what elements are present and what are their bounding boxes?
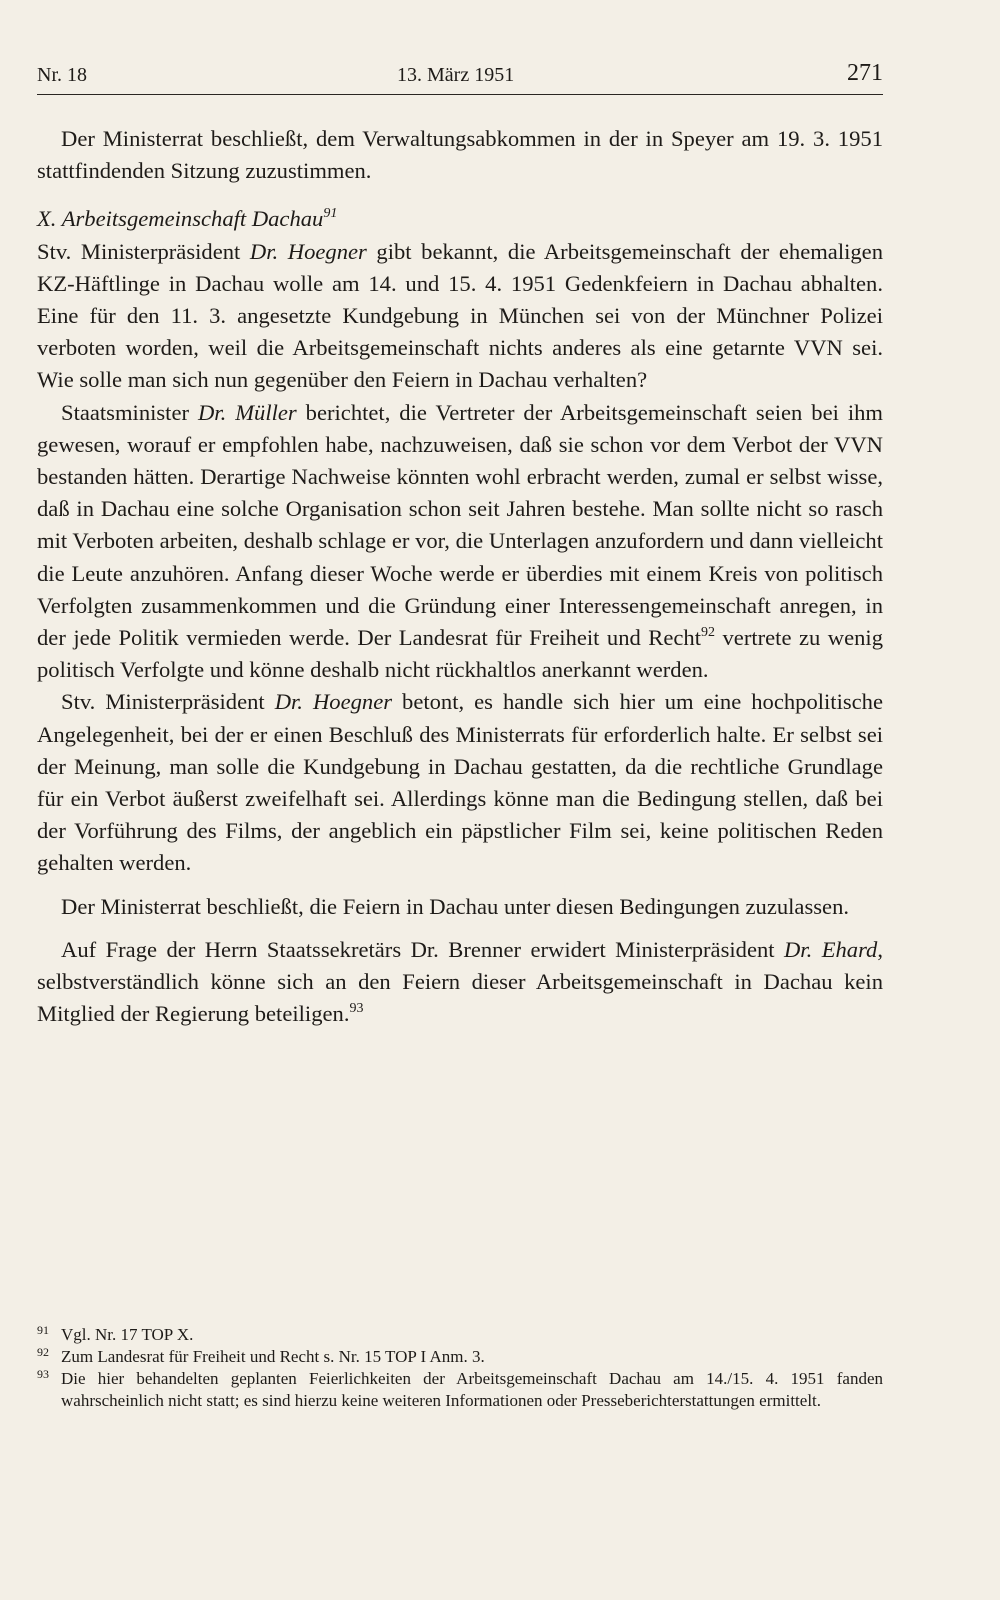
text-run: gibt bekannt, die Arbeitsgemeinschaft der ehemaligen KZ-Häftlinge in Dachau wolle am 14. und 15. 4. 1951 Gedenkfeiern in Dachau abhalten. Eine für den 11. 3. angesetzte Kundgebung in München sei von der Münchner Polizei verboten worden, weil die Arbeitsgemeinschaft nichts anderes als eine getarnte VVN sei. Wie solle man sich nun gegenüber den Feiern in Dachau verhalten? xyxy=(37,238,883,393)
title-dr: Dr. xyxy=(783,936,822,962)
text-run: Stv. Ministerpräsident xyxy=(37,238,250,264)
person-name: Ehard xyxy=(821,936,878,962)
title-dr: Dr. xyxy=(249,238,288,264)
footnote-number: 93 xyxy=(37,1367,49,1381)
paragraph-hoegner-emphasis xyxy=(37,686,883,879)
person-name: Hoegner xyxy=(287,238,367,264)
running-header xyxy=(37,60,883,95)
text-run: Auf Frage der Herrn Staatssekretärs Dr. Brenner erwidert Ministerpräsident xyxy=(61,936,784,962)
text-run: , selbstverständlich könne sich an den Feiern dieser Arbeitsgemeinschaft in Dachau kein Mitglied der Regierung beteiligen. xyxy=(37,936,883,1027)
person-name: Hoegner xyxy=(312,689,393,715)
footnote-text: Vgl. Nr. 17 TOP X. xyxy=(61,1325,194,1344)
footnotes xyxy=(37,1324,883,1412)
text-run: Stv. Ministerpräsident xyxy=(61,689,275,715)
footnote-ref[interactable]: 91 xyxy=(323,206,338,222)
text-run: Staatsminister xyxy=(61,399,198,425)
footnote xyxy=(37,1368,883,1412)
document-number: Nr. 18 xyxy=(37,64,87,86)
header-date: 13. März 1951 xyxy=(397,64,515,86)
footnote-ref[interactable]: 92 xyxy=(701,625,715,641)
paragraph-mueller-report xyxy=(37,397,883,687)
footnote xyxy=(37,1324,883,1346)
footnote-number: 91 xyxy=(37,1323,49,1337)
paragraph-text: Der Ministerrat beschließt, dem Verwaltungsabkommen in der in Speyer am 19. 3. 1951 stattfindenden Sitzung zuzustimmen. xyxy=(37,126,883,184)
title-dr: Dr. xyxy=(274,689,313,715)
paragraph-resolution-speyer xyxy=(37,123,883,187)
main-text xyxy=(37,123,883,1030)
text-run: vertrete zu wenig politisch Verfolgte und könne deshalb nicht rückhaltlos anerkannt werden. xyxy=(37,625,883,683)
footnote-text: Zum Landesrat für Freiheit und Recht s. Nr. 15 TOP I Anm. 3. xyxy=(61,1347,485,1366)
text-run: berichtet, die Vertreter der Arbeitsgemeinschaft seien bei ihm gewesen, worauf er empfohlen habe, nachzuweisen, daß sie schon vor dem Verbot der VVN bestanden hätten. Derartige Nachweise könnten wohl erbracht werden, zumal er selbst wisse, daß in Dachau eine solche Organisation schon seit Jahren bestehe. Man sollte nicht so rasch mit Verboten arbeiten, deshalb schlage er vor, die Unterlagen anzufordern und dann vielleicht die Leute anzuhören. Anfang dieser Woche werde er überdies mit einem Kreis von politisch Verfolgten zusammenkommen und die Gründung einer Interessengemeinschaft anregen, in der jede Politik vermieden werde. Der Landesrat für Freiheit und Recht xyxy=(37,399,884,651)
paragraph-ehard-reply xyxy=(37,934,883,1031)
title-dr: Dr. xyxy=(197,399,236,425)
text-run: betont, es handle sich hier um eine hochpolitische Angelegenheit, bei der er einen Beschluß des Ministerrats für erforderlich halte. Er selbst sei der Meinung, man solle die Kundgebung in Dachau gestatten, da die rechtliche Grundlage für ein Verbot äußerst zweifelhaft sei. Allerdings könne man die Bedingung stellen, daß bei der Vorführung des Films, der angeblich ein päpstlicher Film sei, keine politischen Reden gehalten werden. xyxy=(37,689,883,876)
page-number: 271 xyxy=(847,60,883,86)
footnote-ref[interactable]: 93 xyxy=(349,1001,364,1017)
paragraph-text: Der Ministerrat beschließt, die Feiern in Dachau unter diesen Bedingungen zuzulassen. xyxy=(61,893,850,919)
footnote-number: 92 xyxy=(37,1345,49,1359)
person-name: Müller xyxy=(235,399,297,425)
paragraph-resolution-dachau xyxy=(37,891,883,923)
section-title: X. Arbeitsgemeinschaft Dachau xyxy=(37,206,324,232)
section-heading xyxy=(37,203,883,235)
paragraph-hoegner-announcement xyxy=(37,236,883,397)
footnote xyxy=(37,1346,883,1368)
footnote-text: Die hier behandelten geplanten Feierlichkeiten der Arbeitsgemeinschaft Dachau am 14./15. 4. 1951 fanden wahrscheinlich nicht statt; es sind hierzu keine weiteren Informationen oder Presseberichterstattungen ermittelt. xyxy=(61,1369,883,1410)
